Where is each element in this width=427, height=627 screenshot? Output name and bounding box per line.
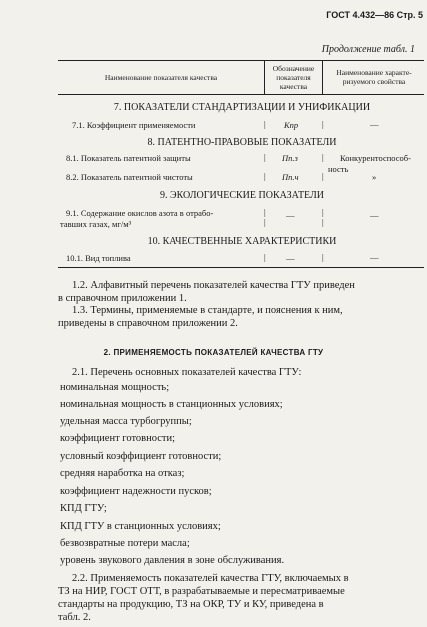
table-row-symbol: Пп.ч: [282, 172, 299, 182]
list-item: КПД ГТУ;: [60, 503, 107, 514]
column-header-property: Наименование характе-ризуемого свойства: [336, 68, 412, 86]
page-header: ГОСТ 4.432—86 Стр. 5: [326, 10, 423, 20]
table-cell-divider: |: [322, 217, 324, 227]
list-item: уровень звукового давления в зоне обслуживания.: [60, 555, 285, 566]
table-row-name: 10.1. Вид топлива: [66, 253, 131, 263]
table-cell-divider: |: [264, 171, 266, 181]
paragraph-2-1: 2.1. Перечень основных показателей качества ГТУ:: [72, 367, 302, 378]
table-row-symbol: —: [286, 253, 295, 263]
table-bottom-rule: [58, 267, 424, 268]
table-cell-divider: |: [322, 207, 324, 217]
column-header-name: Наименование показателя качества: [104, 73, 218, 82]
table-cell-divider: |: [322, 171, 324, 181]
table-row-symbol: Kпр: [284, 120, 299, 130]
table-row-property-ditto: »: [372, 172, 377, 182]
table-row-property: —: [370, 119, 379, 129]
table-row-symbol: Пп.з: [282, 153, 298, 163]
list-item: номинальная мощность;: [60, 382, 170, 393]
list-item: средняя наработка на отказ;: [60, 468, 185, 479]
list-item: коэффициент готовности;: [60, 433, 176, 444]
paragraph-1-3-line1: 1.3. Термины, применяемые в стандарте, и пояснения к ним,: [72, 305, 343, 316]
table-row-name: 8.1. Показатель патентной защиты: [66, 153, 191, 163]
paragraph-2-2-line3: стандарты на продукцию, ТЗ на ОКР, ТУ и КУ, приведена в: [58, 599, 324, 610]
column-header-symbol: Обозначение показателя качества: [272, 64, 315, 91]
table-top-rule: [58, 60, 424, 61]
table-cell-divider: |: [264, 207, 266, 217]
table-row-property: —: [370, 252, 379, 262]
table-cell-divider: |: [322, 252, 324, 262]
table-cell-divider: |: [322, 119, 324, 129]
list-item: КПД ГТУ в станционных условиях;: [60, 521, 221, 532]
table-section-title: 7. ПОКАЗАТЕЛИ СТАНДАРТИЗАЦИИ И УНИФИКАЦИИ: [113, 102, 371, 113]
paragraph-1-2-line1: 1.2. Алфавитный перечень показателей качества ГТУ приведен: [72, 280, 355, 291]
paragraph-2-2-line4: табл. 2.: [58, 612, 91, 623]
table-header-rule: [58, 94, 424, 95]
list-item: коэффициент надежности пусков;: [60, 486, 212, 497]
table-row-name: 8.2. Показатель патентной чистоты: [66, 172, 193, 182]
col-divider-1: [264, 60, 265, 94]
paragraph-2-2-line1: 2.2. Применяемость показателей качества ГТУ, включаемых в: [72, 573, 349, 584]
table-cell-divider: |: [322, 152, 324, 162]
table-row-name: 9.1. Содержание окислов азота в отрабо-: [66, 208, 214, 218]
table-cell-divider: |: [264, 252, 266, 262]
col-divider-2: [322, 60, 323, 94]
table-row-property: ность: [328, 164, 349, 174]
table-section-title: 8. ПАТЕНТНО-ПРАВОВЫЕ ПОКАЗАТЕЛИ: [147, 137, 337, 148]
table-row-symbol: —: [286, 210, 295, 220]
list-item: удельная масса турбогруппы;: [60, 416, 192, 427]
table-cell-divider: |: [264, 152, 266, 162]
table-cell-divider: |: [264, 217, 266, 227]
table-section-title: 10. КАЧЕСТВЕННЫЕ ХАРАКТЕРИСТИКИ: [147, 236, 337, 247]
section-heading-2: 2. ПРИМЕНЯЕМОСТЬ ПОКАЗАТЕЛЕЙ КАЧЕСТВА ГТУ: [103, 348, 324, 357]
paragraph-1-2-line2: в справочном приложении 1.: [58, 293, 187, 304]
table-section-title: 9. ЭКОЛОГИЧЕСКИЕ ПОКАЗАТЕЛИ: [159, 190, 325, 201]
table-row-name: 7.1. Коэффициент применяемости: [72, 120, 196, 130]
list-item: условный коэффициент готовности;: [60, 451, 222, 462]
paragraph-2-2-line2: ТЗ на НИР, ГОСТ ОТТ, в разрабатываемые и пересматриваемые: [58, 586, 345, 597]
table-continuation-label: Продолжение табл. 1: [321, 44, 415, 55]
table-cell-divider: |: [264, 119, 266, 129]
paragraph-1-3-line2: приведены в справочном приложении 2.: [58, 318, 238, 329]
table-row-property: —: [370, 210, 379, 220]
list-item: номинальная мощность в станционных условиях;: [60, 399, 283, 410]
table-row-property: Конкурентоспособ-: [340, 153, 411, 163]
list-item: безвозвратные потери масла;: [60, 538, 190, 549]
table-row-name-cont: тавших газах, мг/м³: [60, 219, 132, 229]
